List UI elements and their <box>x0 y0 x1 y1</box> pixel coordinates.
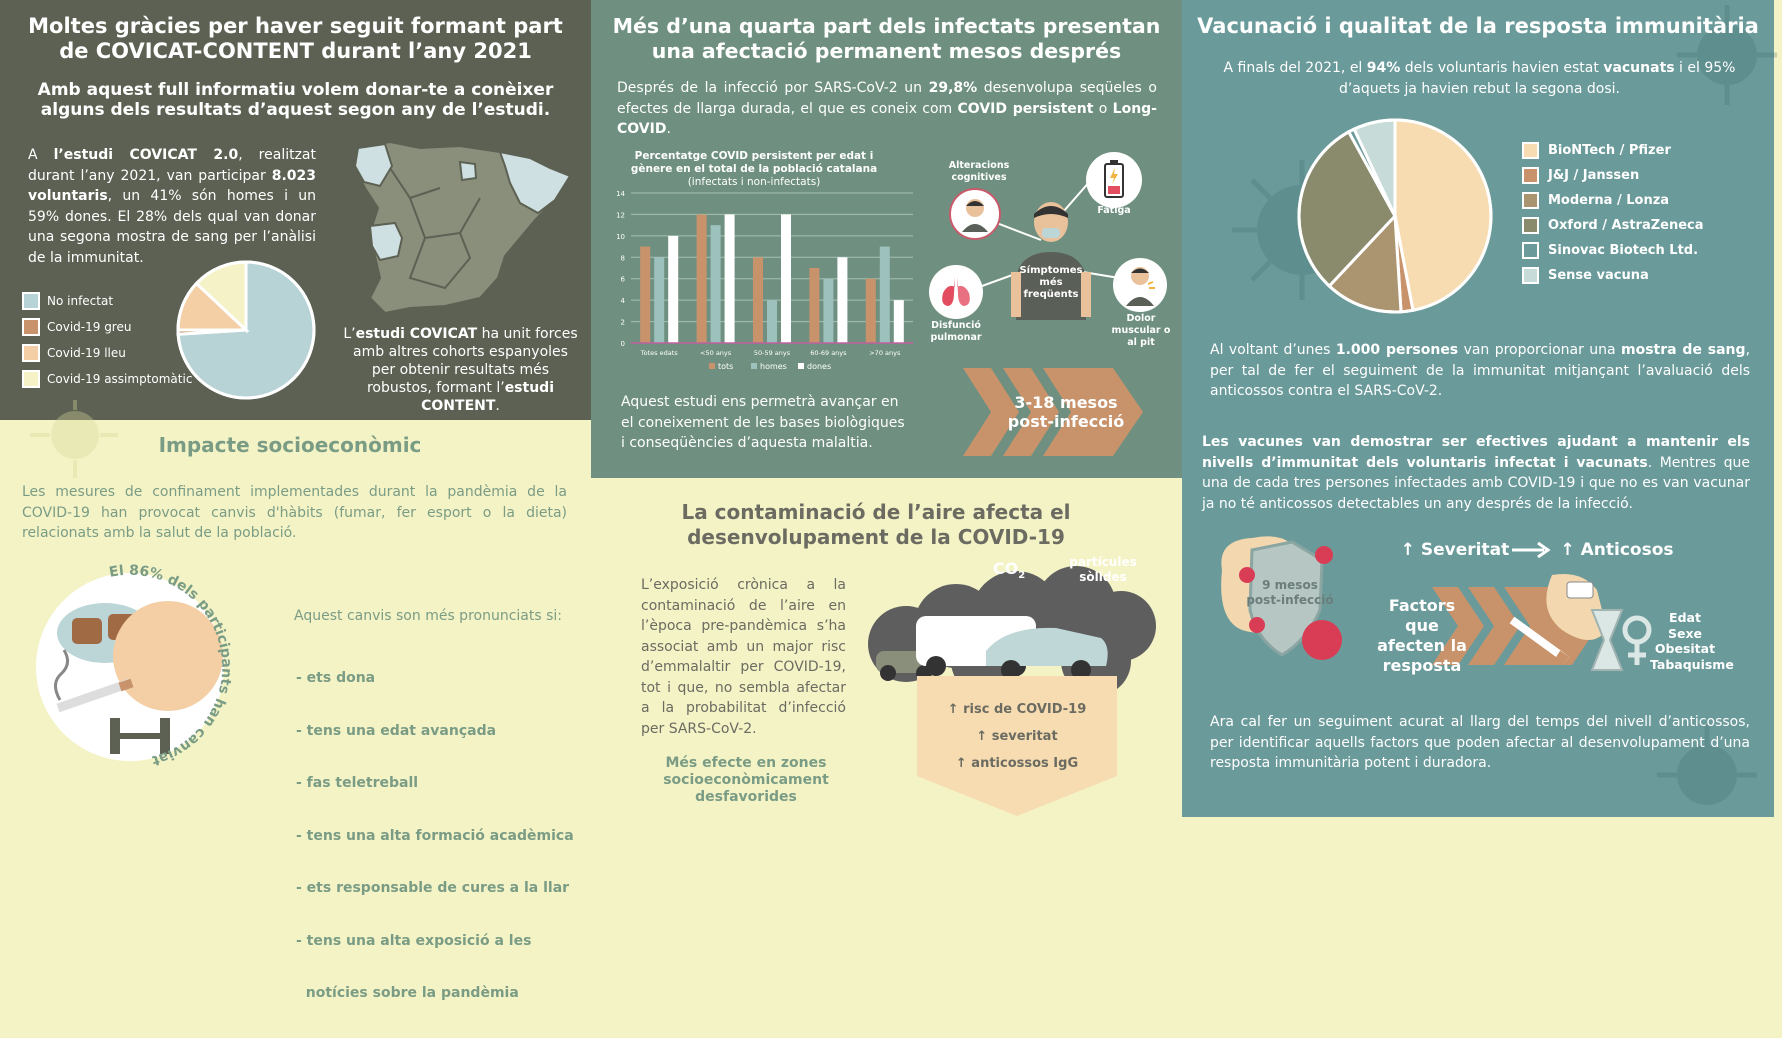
legend-swatch <box>1522 267 1539 284</box>
factor-list <box>1650 610 1734 672</box>
post-infection-period: 3-18 mesos post-infecció <box>1007 393 1125 431</box>
list-item: - ets responsable de cures a la llar <box>296 880 570 896</box>
lung-label: Disfunció pulmonar <box>930 320 982 343</box>
intro-paragraph: A l’estudi COVICAT 2.0, realitzat durant l’any 2021, van participar 8.023 voluntaris, un 41% són homes i un 59% dones. El 28% dels qual van donar una segona mostra de sang per l’anàlisi de la immunitat. <box>28 147 316 266</box>
legend-item-no-infected <box>22 288 192 314</box>
legend-swatch <box>1522 192 1539 209</box>
legend-label: J&J / Janssen <box>1548 168 1640 183</box>
effects-list <box>917 696 1117 777</box>
legend-label: BioNTech / Pfizer <box>1548 143 1671 158</box>
vaccine-legend <box>1522 138 1704 288</box>
effect-risk: ↑ risc de COVID-19 <box>947 702 1087 717</box>
legend-label: Covid-19 assimptomàtic <box>47 372 193 386</box>
pie-slice <box>1395 120 1491 310</box>
legend-label: Oxford / AstraZeneca <box>1548 218 1704 233</box>
bar <box>668 236 678 343</box>
person-illustration <box>1006 200 1096 320</box>
chart-subtitle: (infectats i non-infectats) <box>687 176 821 188</box>
vaccination-panel <box>1182 0 1774 817</box>
legend-item-pfizer <box>1522 138 1704 163</box>
infection-pie-chart <box>176 260 316 400</box>
legend-swatch <box>1522 217 1539 234</box>
y-tick-label: 2 <box>620 318 625 327</box>
legend-item-sinovac <box>1522 238 1704 263</box>
legend-item-janssen <box>1522 163 1704 188</box>
bar <box>711 225 721 343</box>
chart-title: Percentatge COVID persistent per edat i gènere en el total de la població catalana <box>630 150 878 175</box>
factor-smoking: Tabaquisme <box>1650 656 1734 672</box>
x-tick-label: Totes edats <box>640 349 678 357</box>
y-tick-label: 8 <box>620 254 625 263</box>
y-tick-label: 14 <box>616 190 625 198</box>
air-paragraph: L’exposició crònica a la contaminació de l’aire en l’època pre-pandèmica s’ha associat amb un major risc d’emmalaltir per COVID-19, tot i que, no sembla afectar a la probabilitat d’infecció per SARS-CoV-2. <box>641 577 846 737</box>
factor-obesity: Obesitat <box>1654 641 1716 656</box>
list-item: - tens una edat avançada <box>296 722 497 739</box>
infection-legend <box>22 288 192 392</box>
curved-text-ring <box>14 545 240 777</box>
legend-item-severe <box>22 314 192 340</box>
co2-label: $CO_2$ <box>992 559 1026 582</box>
changes-list <box>296 635 574 1038</box>
y-tick-label: 4 <box>620 297 625 306</box>
long-covid-panel <box>591 0 1182 478</box>
intro-panel <box>0 0 591 420</box>
bar <box>837 257 847 343</box>
list-item: - tens una alta exposició a les <box>296 932 532 949</box>
spain-map-illustration <box>350 138 575 318</box>
socioeconomic-note: Més efecte en zones socioeconòmicament desfavorides <box>663 755 829 805</box>
particles-label: partícules sòlides <box>1069 555 1137 584</box>
legend-swatch <box>22 318 40 336</box>
socio-paragraph: Les mesures de confinament implementades durant la pandèmia de la COVID-19 han provocat canvis d'hàbits (fumar, fer esport o la dieta) relacionats amb la salut de la població. <box>22 484 567 541</box>
list-item: - ets dona <box>296 670 376 686</box>
bar <box>823 279 833 343</box>
effect-antibodies: ↑ anticossos IgG <box>955 756 1079 771</box>
legend-item-moderna <box>1522 188 1704 213</box>
bar <box>654 257 664 343</box>
habits-change-curved-text: El 86% dels participants han canviat d’hàbits <box>14 545 235 769</box>
bar <box>767 300 777 343</box>
nine-months-label: 9 mesos post-infecció <box>1246 578 1334 607</box>
fatigue-label: Fatiga <box>1097 205 1131 216</box>
lungs-icon <box>938 273 974 309</box>
legend-item-mild <box>22 340 192 366</box>
legend-label: Covid-19 greu <box>47 320 132 334</box>
legend-swatch <box>22 292 40 310</box>
legend-label: homes <box>760 362 787 371</box>
cognitive-label: Alteracions cognitives <box>948 160 1010 183</box>
pain-person-icon <box>1123 264 1157 306</box>
y-tick-label: 0 <box>620 340 625 348</box>
vaccination-title: Vacunació i qualitat de la resposta immunitària <box>1197 14 1759 38</box>
legend-item-unvaccinated <box>1522 263 1704 288</box>
y-tick-label: 12 <box>616 211 625 220</box>
bar <box>640 247 650 343</box>
bar <box>894 300 904 343</box>
legend-label: tots <box>718 362 734 371</box>
svg-text:El 86% dels participants han c <box>15 545 234 768</box>
legend-label: Covid-19 lleu <box>47 346 126 360</box>
x-tick-label: 50-59 anys <box>753 349 791 357</box>
list-item: - tens una alta formació acadèmica <box>296 827 574 844</box>
legend-swatch <box>22 370 40 388</box>
x-tick-label: <50 anys <box>700 349 732 357</box>
legend-label: Sinovac Biotech Ltd. <box>1548 243 1699 258</box>
legend-item-asymptomatic <box>22 366 192 392</box>
x-tick-label: 60-69 anys <box>810 349 847 357</box>
legend-label: No infectat <box>47 294 114 308</box>
long-covid-bar-chart <box>601 188 921 378</box>
x-tick-label: >70 anys <box>869 349 901 357</box>
air-title: La contaminació de l’aire afecta el desenvolupament de la COVID-19 <box>681 500 1071 549</box>
long-covid-paragraph: Després de la infecció por SARS-CoV-2 un 29,8% desenvolupa seqüeles o efectes de llarga durada, el que es coneix com COVID persistent o Long-COVID. <box>617 80 1157 137</box>
bar <box>880 247 890 343</box>
long-covid-title: Més d’una quarta part dels infectats presentan una afectació permanent mesos després <box>612 14 1161 63</box>
scale-cigarette-gender-icons <box>1512 570 1652 680</box>
legend-label: dones <box>807 362 832 371</box>
list-item: - fas teletreball <box>296 775 419 791</box>
intro-subtitle: Amb aquest full informatiu volem donar-te a conèixer alguns dels resultats d’aquest segon any de l’estudi. <box>37 80 554 120</box>
battery-icon <box>1104 160 1124 198</box>
legend-swatch <box>22 344 40 362</box>
bar <box>781 214 791 343</box>
air-pollution-panel <box>591 478 1182 817</box>
arrow-right-icon <box>1512 542 1550 558</box>
factor-age: Edat <box>1669 610 1701 625</box>
bar <box>753 257 763 343</box>
antibodies-label: ↑ Anticosos <box>1560 540 1674 560</box>
bar <box>697 214 707 343</box>
vaccination-intro: A finals del 2021, el 94% dels voluntaris havien estat vacunats i el 95% d’aquets ja havien rebut la segona dosi. <box>1223 60 1736 97</box>
legend-swatch <box>1522 242 1539 259</box>
main-symptoms-label: Símptomes més freqüents <box>1019 265 1083 300</box>
bar <box>866 279 876 343</box>
socio-title: Impacte socioeconòmic <box>158 433 422 457</box>
legend-swatch <box>1522 167 1539 184</box>
legend-swatch <box>751 363 757 369</box>
severity-label: ↑ Severitat <box>1400 540 1510 560</box>
legend-label: Sense vacuna <box>1548 268 1649 283</box>
bar <box>809 268 819 343</box>
y-tick-label: 10 <box>616 232 625 241</box>
bar <box>725 214 735 343</box>
muscle-label: Dolor muscular o al pit <box>1111 313 1171 348</box>
list-item: notícies sobre la pandèmia <box>296 985 519 1001</box>
factor-sex: Sexe <box>1667 625 1703 641</box>
legend-item-astrazeneca <box>1522 213 1704 238</box>
long-covid-bottom-text: Aquest estudi ens permetrà avançar en el coneixement de les bases biològiques i conseqüències d’aquesta malaltia. <box>621 394 905 451</box>
legend-swatch <box>709 363 715 369</box>
legend-swatch <box>798 363 804 369</box>
effect-severity: ↑ severitat <box>976 729 1058 744</box>
vaccine-pie-chart <box>1295 116 1495 316</box>
legend-swatch <box>1522 142 1539 159</box>
cognitive-face-icon <box>959 196 991 232</box>
y-tick-label: 6 <box>620 275 625 284</box>
intro-title: Moltes gràcies per haver seguit formant part de COVICAT-CONTENT durant l’any 2021 <box>28 14 563 63</box>
closing-paragraph: Ara cal fer un seguiment acurat al llarg del temps del nivell d’anticossos, per identificar aquells factors que poden afectar al desenvolupament d’una resposta immunitària potent i duradora. <box>1210 714 1750 771</box>
factors-label: Factors que afecten la resposta <box>1377 596 1467 675</box>
blood-sample-paragraph: Al voltant d’unes 1.000 persones van proporcionar una mostra de sang, per tal de fer el seguiment de la immunitat mitjançant l’avaluació dels anticossos contra el SARS-CoV-2. <box>1210 342 1751 399</box>
socioeconomic-panel <box>0 420 591 1001</box>
cohort-paragraph: L’estudi COVICAT ha unit forces amb altres cohorts espanyoles per obtenir resultats més robustos, formant l’estudi CONTENT. <box>343 326 578 414</box>
list-intro: Aquest canvis son més pronunciats si: <box>294 608 563 624</box>
vaccine-effect-paragraph: Les vacunes van demostrar ser efectives ajudant a mantenir els nivells d’immunitat dels voluntaris infectat i vacunats. Mentres que una de cada tres persones infectades amb COVID-19 i que no es van vacunar ja no té anticossos detectables un any després de la infecció. <box>1202 434 1750 512</box>
legend-label: Moderna / Lonza <box>1548 193 1670 208</box>
